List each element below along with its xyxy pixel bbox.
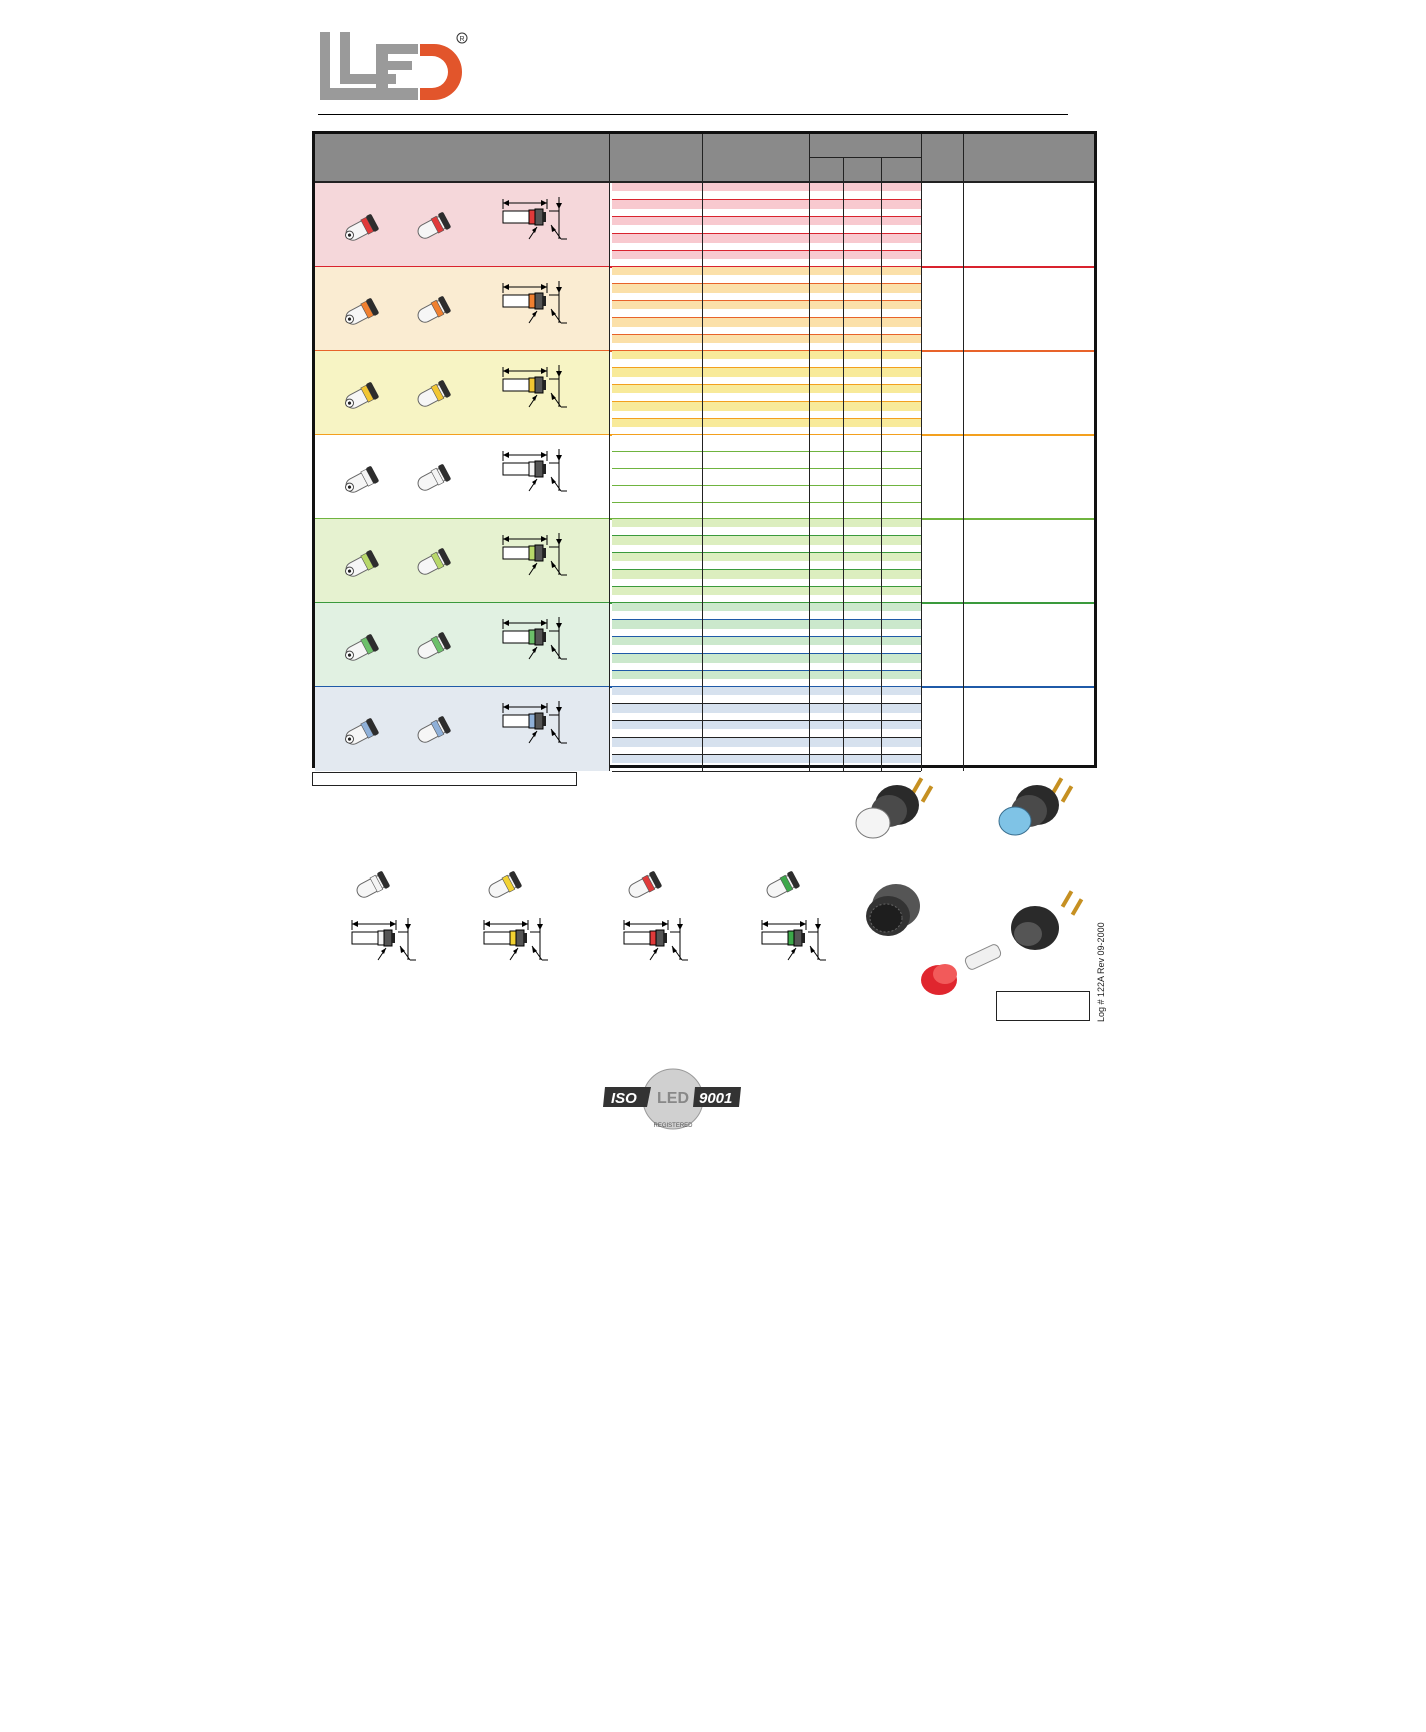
cell-strip [612, 335, 921, 343]
led-bulb-icon [339, 295, 383, 336]
iso-logo-text: LED [657, 1090, 689, 1107]
dimension-drawing-icon [499, 195, 569, 254]
column-divider [963, 183, 964, 771]
cell-strip [612, 469, 921, 477]
panel-mount-indicator-icon [985, 775, 1080, 845]
cell-strip [612, 234, 921, 243]
cell-strip [612, 368, 921, 377]
cell-strip [612, 721, 921, 729]
dimension-drawing-icon [348, 916, 418, 975]
cell-strip [612, 620, 921, 629]
iso-left-text: ISO [611, 1090, 637, 1107]
led-bulb-icon [622, 868, 666, 909]
led-bulb-icon [411, 629, 455, 670]
panel-mount-indicator-icon [845, 775, 940, 845]
dimension-drawing-icon [499, 363, 569, 422]
cell-strip [612, 217, 921, 225]
panel-mount-assembly-icon [915, 888, 1105, 1003]
cell-strip [612, 687, 921, 695]
band-cells [612, 519, 921, 603]
led-bulb-icon [339, 715, 383, 756]
svg-text:R: R [459, 36, 465, 43]
led-bulb-icon [350, 868, 394, 909]
dimension-drawing-icon [499, 699, 569, 758]
led-bulb-icon [760, 868, 804, 909]
dimension-drawing-icon [499, 279, 569, 338]
led-bulb-icon [411, 461, 455, 502]
cell-strip [612, 318, 921, 327]
cell-strip [612, 267, 921, 275]
band-cells [612, 351, 921, 435]
cell-strip [612, 755, 921, 763]
cell-strip [612, 704, 921, 713]
cell-strip [612, 637, 921, 645]
led-bulb-icon [339, 547, 383, 588]
cell-strip [612, 351, 921, 359]
led-bulb-icon [411, 209, 455, 250]
band-cells [612, 603, 921, 687]
led-bulb-icon [339, 379, 383, 420]
led-bulb-icon [339, 211, 383, 252]
cell-strip [612, 452, 921, 461]
cell-strip [612, 519, 921, 527]
column-divider [609, 183, 610, 771]
led-bulb-icon [411, 545, 455, 586]
note-box [312, 772, 577, 786]
led-bulb-icon [411, 713, 455, 754]
cell-strip [612, 553, 921, 561]
table-header [315, 134, 1094, 183]
cell-strip [612, 570, 921, 579]
cell-strip [612, 301, 921, 309]
led-bulb-icon [411, 293, 455, 334]
band-cells [612, 435, 921, 519]
cell-strip [612, 536, 921, 545]
part-code-box [996, 991, 1090, 1021]
column-divider [881, 183, 882, 771]
iso-ring-text: REGISTERED [653, 1123, 693, 1129]
dimension-drawing-icon [620, 916, 690, 975]
cell-strip [612, 385, 921, 393]
iso-right-text: 9001 [699, 1090, 733, 1107]
cell-strip [612, 419, 921, 427]
cell-strip [612, 435, 921, 443]
band-cells [612, 183, 921, 267]
dimension-drawing-icon [480, 916, 550, 975]
dimension-drawing-icon [499, 447, 569, 506]
log-reference: Log # 122A Rev 09-2000 [1096, 922, 1106, 1022]
column-divider [921, 183, 922, 771]
product-table [312, 131, 1097, 768]
cell-strip [612, 654, 921, 663]
cell-strip [612, 486, 921, 495]
cell-strip [612, 603, 921, 611]
led-bulb-icon [339, 463, 383, 504]
led-bulb-icon [482, 868, 526, 909]
cell-strip [612, 503, 921, 511]
row-line [612, 771, 921, 772]
cell-strip [612, 200, 921, 209]
column-divider [702, 183, 703, 771]
led-bulb-icon [339, 631, 383, 672]
cell-strip [612, 251, 921, 259]
company-logo [318, 30, 470, 106]
cell-strip [612, 284, 921, 293]
dimension-drawing-icon [499, 615, 569, 674]
dimension-drawing-icon [499, 531, 569, 590]
band-cells [612, 687, 921, 771]
cell-strip [612, 738, 921, 747]
dimension-drawing-icon [758, 916, 828, 975]
iso-9001-badge [603, 1065, 743, 1135]
cell-strip [612, 183, 921, 191]
band-cells [612, 267, 921, 351]
header-rule [318, 114, 1068, 115]
cell-strip [612, 671, 921, 679]
column-divider [809, 183, 810, 771]
led-bulb-icon [411, 377, 455, 418]
column-divider [843, 183, 844, 771]
cell-strip [612, 587, 921, 595]
cell-strip [612, 402, 921, 411]
